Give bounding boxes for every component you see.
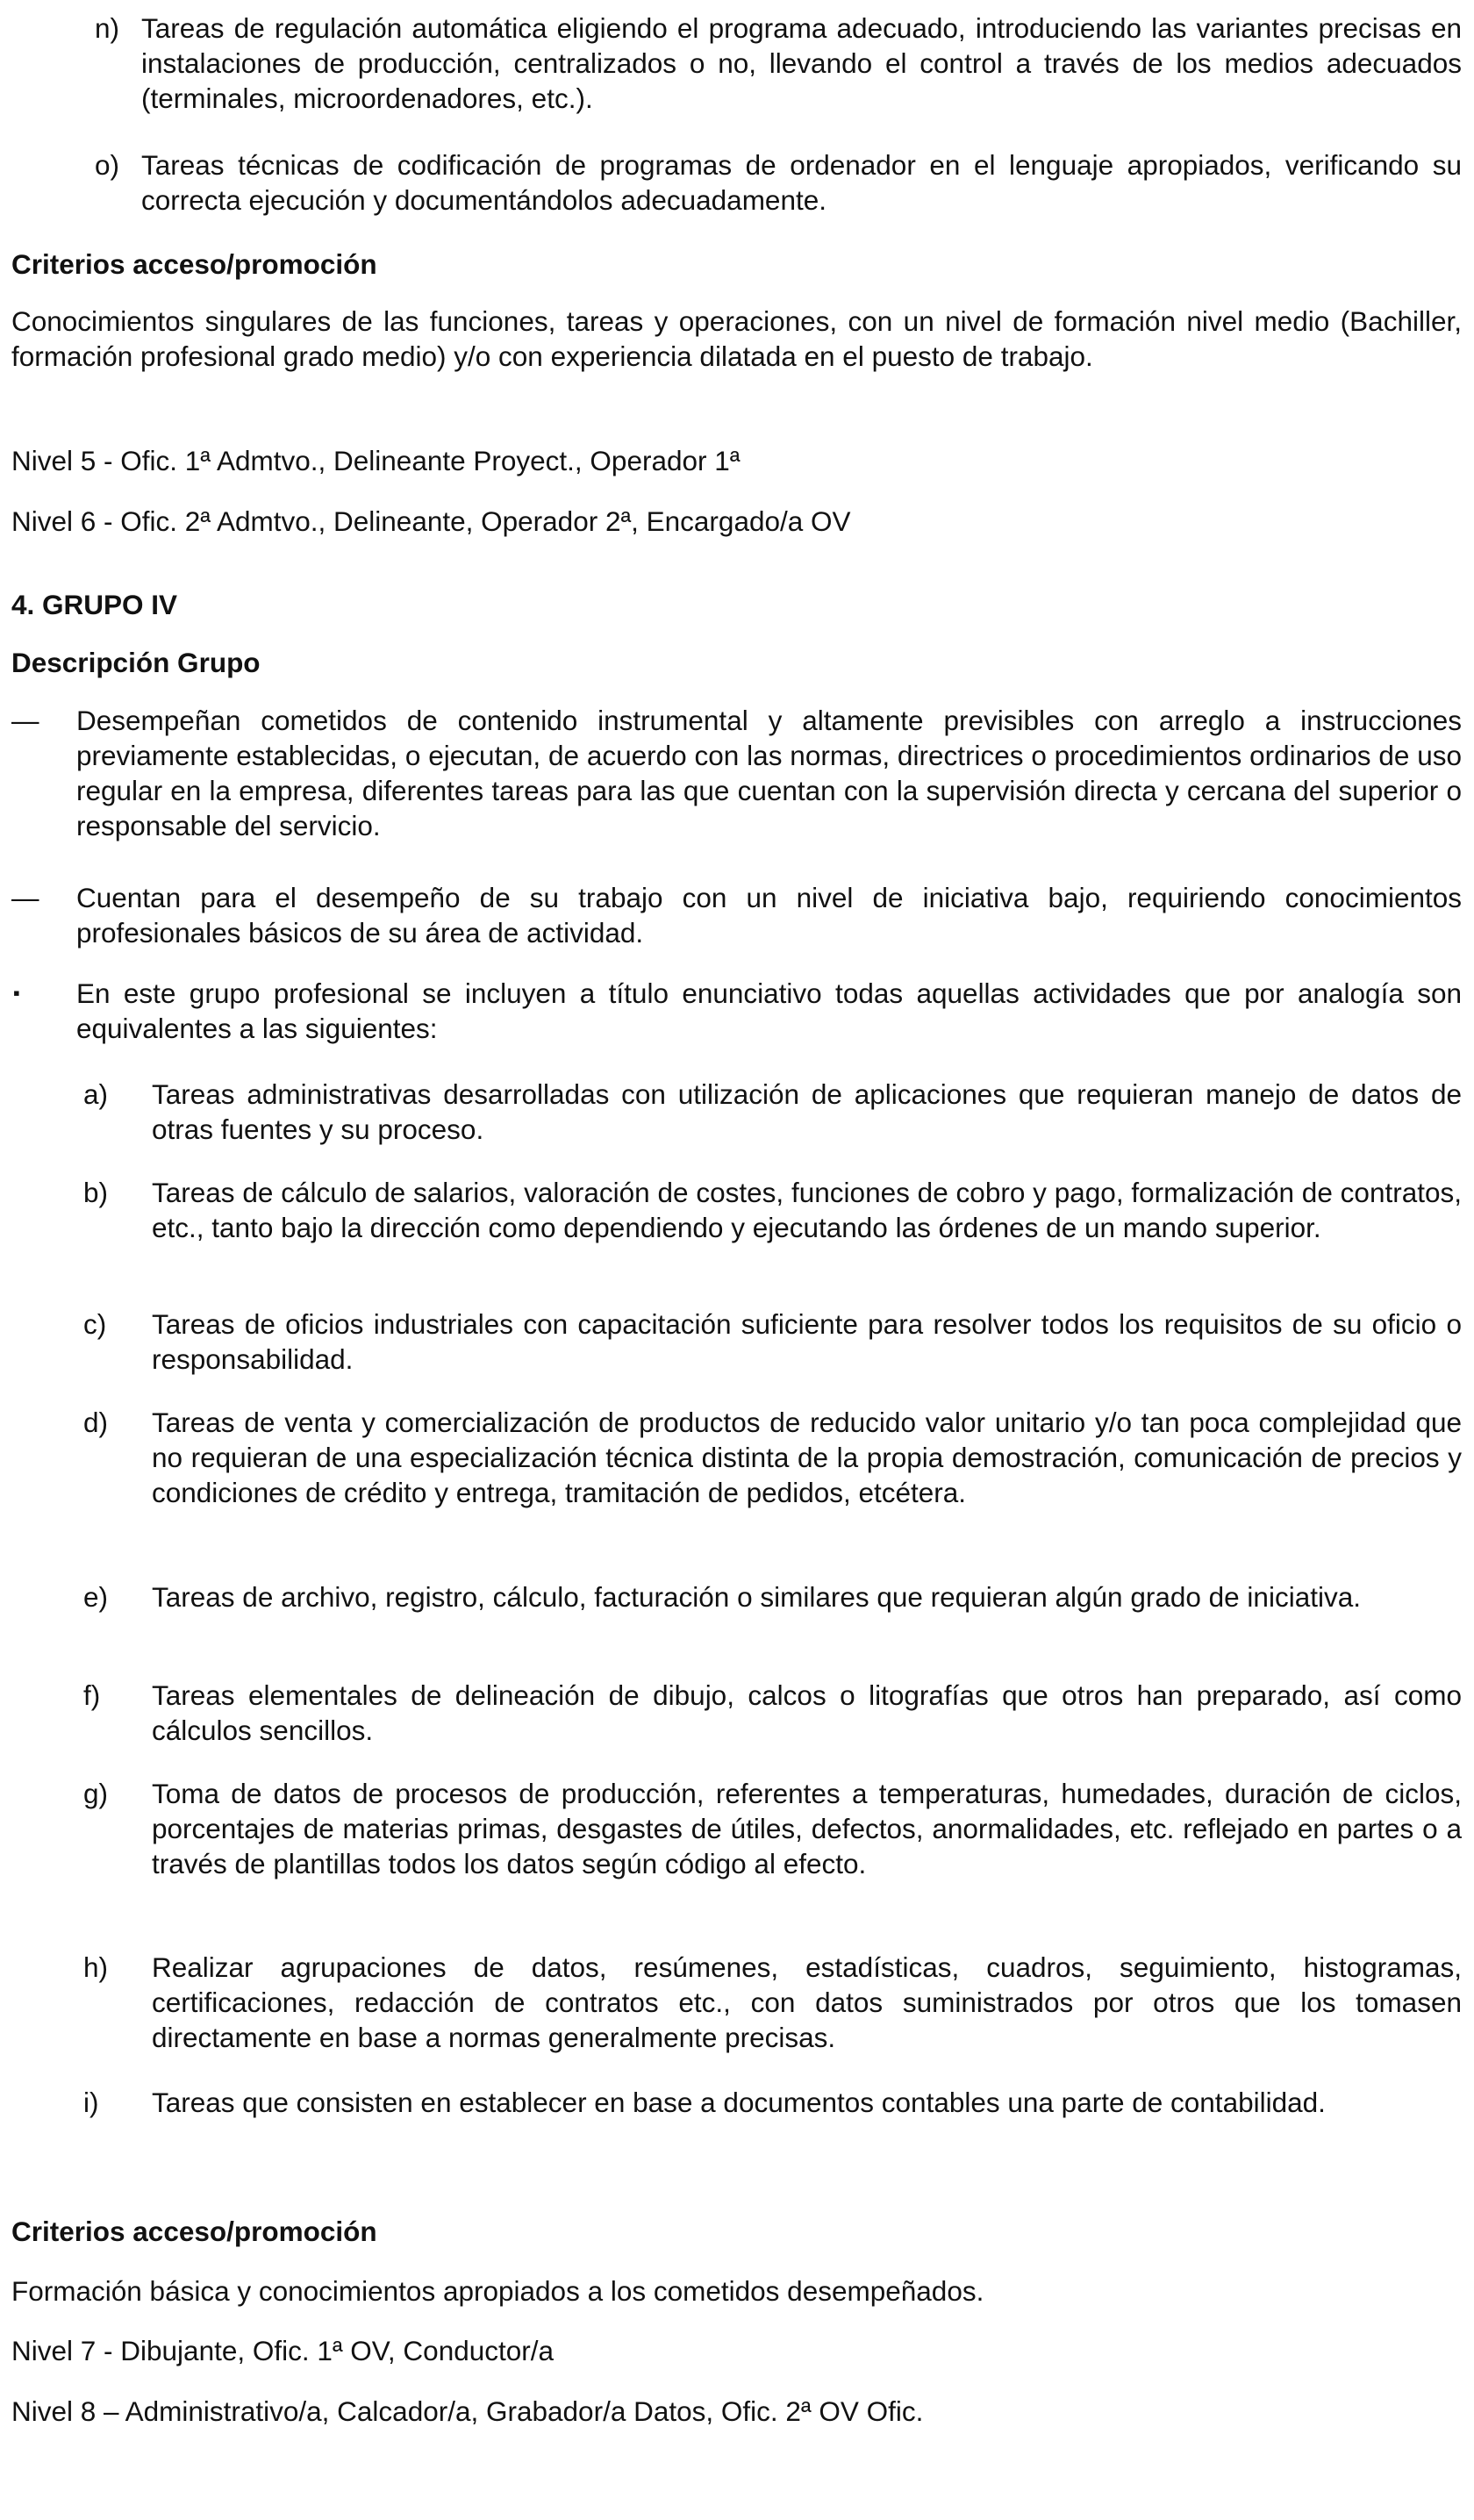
item-text: Desempeñan cometidos de contenido instrumental y altamente previsibles con arreglo a instrucciones previamente establecidas, o ejecutan, de acuerdo con las normas, directrices o procedimientos ordinarios de uso regular en la empresa, diferentes tareas para las que cuentan con la supervisión directa y cercana del superior o responsable del servicio. bbox=[76, 705, 1462, 841]
item-text: Tareas de oficios industriales con capacitación suficiente para resolver todos los requisitos de su oficio o responsabilidad. bbox=[152, 1308, 1462, 1375]
item-text: Realizar agrupaciones de datos, resúmenes, estadísticas, cuadros, seguimiento, histogramas, certificaciones, redacción de contratos etc., con datos suministrados por otros que los tomasen directamente en base a normas generalmente precisas. bbox=[152, 1951, 1462, 2053]
list-item-i bbox=[11, 2085, 1462, 2120]
list-item-f bbox=[11, 1678, 1462, 1748]
criterios-2-paragraph: Formación básica y conocimientos apropiados a los cometidos desempeñados. bbox=[11, 2275, 984, 2307]
list-item-a bbox=[11, 1077, 1462, 1147]
item-marker: e) bbox=[83, 1581, 109, 1613]
item-text: Tareas administrativas desarrolladas con utilización de aplicaciones que requieran manejo de datos de otras fuentes y su proceso. bbox=[152, 1078, 1462, 1145]
nivel-6-line: Nivel 6 - Ofic. 2ª Admtvo., Delineante, Operador 2ª, Encargado/a OV bbox=[11, 505, 851, 537]
item-marker: g) bbox=[83, 1778, 109, 1809]
section-heading-descripcion: Descripción Grupo bbox=[11, 647, 261, 678]
item-marker: i) bbox=[83, 2087, 99, 2118]
item-marker: f) bbox=[83, 1679, 101, 1711]
dash-item-1 bbox=[11, 703, 1462, 843]
list-item-c bbox=[11, 1307, 1462, 1377]
item-text: Tareas elementales de delineación de dibujo, calcos o litografías que otros han preparado, así como cálculos sencillos. bbox=[152, 1679, 1462, 1746]
item-text: Tareas técnicas de codificación de programas de ordenador en el lenguaje apropiados, verificando su correcta ejecución y documentándolos adecuadamente. bbox=[141, 149, 1462, 216]
item-marker: c) bbox=[83, 1308, 107, 1340]
section-heading-criterios-2: Criterios acceso/promoción bbox=[11, 2216, 377, 2247]
list-item-h bbox=[11, 1950, 1462, 2055]
item-marker: a) bbox=[83, 1078, 109, 1110]
list-item-n bbox=[11, 11, 1462, 116]
item-text: Toma de datos de procesos de producción, referentes a temperaturas, humedades, duración de ciclos, porcentajes de materias primas, desgastes de útiles, defectos, anormalidades, etc. reflejado en partes o a través de plantillas todos los datos según código al efecto. bbox=[152, 1778, 1462, 1879]
item-marker: o) bbox=[95, 149, 120, 181]
criterios-paragraph: Conocimientos singulares de las funciones, tareas y operaciones, con un nivel de formación nivel medio (Bachiller, formación profesional grado medio) y/o con experiencia dilatada en el puesto de trabajo. bbox=[11, 305, 1462, 372]
item-marker: d) bbox=[83, 1407, 109, 1438]
section-heading-criterios: Criterios acceso/promoción bbox=[11, 248, 377, 280]
item-text: Tareas que consisten en establecer en base a documentos contables una parte de contabilidad. bbox=[152, 2087, 1326, 2118]
dash-marker: — bbox=[11, 882, 39, 913]
nivel-8-line: Nivel 8 – Administrativo/a, Calcador/a, Grabador/a Datos, Ofic. 2ª OV Ofic. bbox=[11, 2395, 924, 2427]
item-text: Tareas de cálculo de salarios, valoración de costes, funciones de cobro y pago, formalización de contratos, etc., tanto bajo la dirección como dependiendo y ejecutando las órdenes de un mando superior. bbox=[152, 1177, 1462, 1243]
list-item-d bbox=[11, 1405, 1462, 1510]
item-marker: b) bbox=[83, 1177, 109, 1208]
item-text: Tareas de regulación automática eligiendo el programa adecuado, introduciendo las variantes precisas en instalaciones de producción, centralizados o no, llevando el control a través de los medios adecuados (terminales, microordenadores, etc.). bbox=[141, 12, 1462, 114]
bullet-item bbox=[11, 976, 1462, 1046]
item-marker: h) bbox=[83, 1951, 109, 1983]
group-title: 4. GRUPO IV bbox=[11, 589, 178, 620]
item-text: Tareas de venta y comercialización de productos de reducido valor unitario y/o tan poca complejidad que no requieran de una especialización técnica distinta de la propia demostración, comunicación de precios y condiciones de crédito y entrega, tramitación de pedidos, etcétera. bbox=[152, 1407, 1462, 1508]
item-text: En este grupo profesional se incluyen a título enunciativo todas aquellas actividades que por analogía son equivalentes a las siguientes: bbox=[76, 977, 1462, 1044]
dash-item-2 bbox=[11, 880, 1462, 950]
item-marker: n) bbox=[95, 12, 120, 44]
square-bullet-icon: ▪ bbox=[13, 982, 20, 1004]
nivel-7-line: Nivel 7 - Dibujante, Ofic. 1ª OV, Conductor/a bbox=[11, 2335, 555, 2366]
list-item-o bbox=[11, 147, 1462, 218]
item-text: Cuentan para el desempeño de su trabajo con un nivel de iniciativa bajo, requiriendo conocimientos profesionales básicos de su área de actividad. bbox=[76, 882, 1462, 949]
list-item-g bbox=[11, 1776, 1462, 1881]
dash-marker: — bbox=[11, 705, 39, 736]
nivel-5-line: Nivel 5 - Ofic. 1ª Admtvo., Delineante Proyect., Operador 1ª bbox=[11, 445, 741, 476]
item-text: Tareas de archivo, registro, cálculo, facturación o similares que requieran algún grado de iniciativa. bbox=[152, 1581, 1361, 1613]
list-item-e bbox=[11, 1579, 1462, 1614]
list-item-b bbox=[11, 1175, 1462, 1245]
